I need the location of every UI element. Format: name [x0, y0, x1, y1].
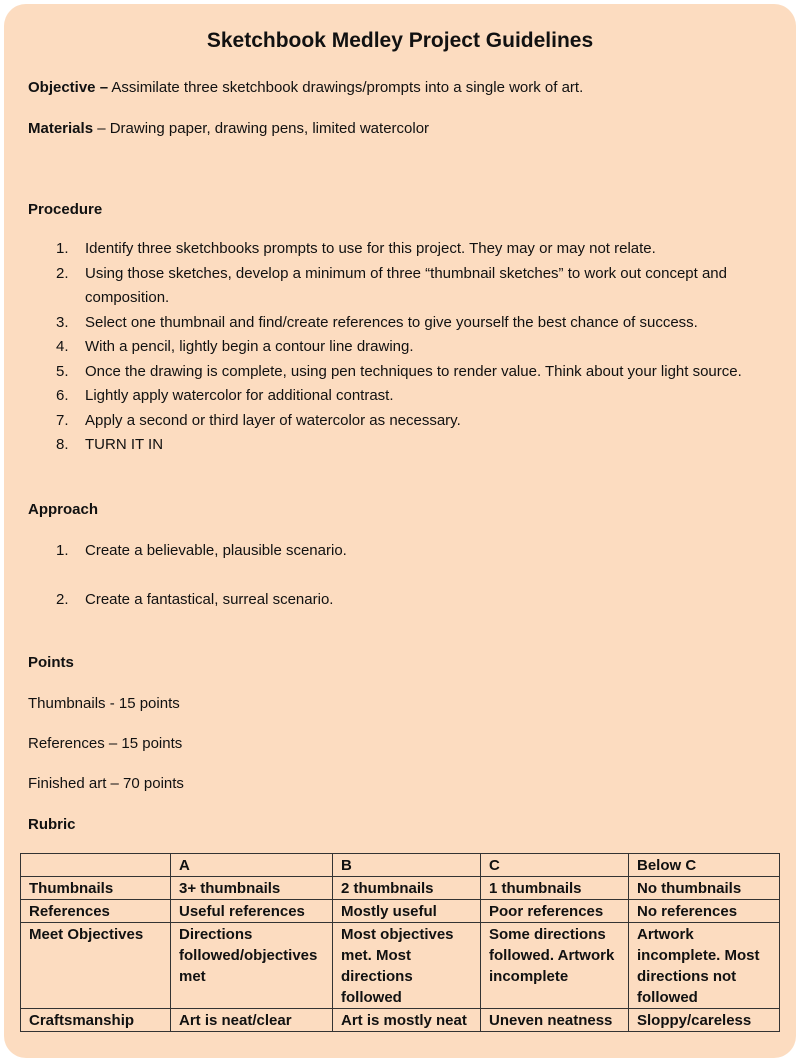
- table-cell: Artwork incomplete. Most directions not followed: [629, 923, 780, 1009]
- list-number: 2.: [56, 264, 69, 282]
- points-line-finished-art: Finished art – 70 points: [28, 775, 184, 792]
- list-number: 4.: [56, 338, 69, 355]
- page-title: Sketchbook Medley Project Guidelines: [206, 29, 594, 52]
- list-number: 3.: [56, 313, 69, 331]
- table-cell: Poor references: [481, 900, 629, 923]
- header-cell: [21, 854, 171, 877]
- header-cell: B: [333, 854, 481, 877]
- procedure-heading: Procedure: [28, 201, 103, 218]
- materials-line: [28, 120, 429, 137]
- materials-text: – Drawing paper, drawing pens, limited watercolor: [93, 120, 430, 137]
- points-line-thumbnails: Thumbnails - 15 points: [28, 695, 180, 712]
- header-cell: A: [171, 854, 333, 877]
- objective-label: Objective –: [28, 79, 109, 96]
- list-number: 7.: [56, 411, 69, 429]
- table-cell: 2 thumbnails: [333, 877, 481, 900]
- list-number: 5.: [56, 362, 69, 380]
- list-text: Once the drawing is complete, using pen techniques to render value. Think about your light source.: [85, 362, 742, 380]
- objective-line: [28, 79, 583, 96]
- list-item: [56, 384, 746, 409]
- list-item: [56, 335, 746, 360]
- header-cell: C: [481, 854, 629, 877]
- objective-text: Assimilate three sketchbook drawings/prompts into a single work of art.: [108, 79, 584, 96]
- procedure-list: [56, 237, 746, 458]
- table-cell: Art is mostly neat: [333, 1009, 481, 1032]
- table-row: [21, 1009, 780, 1032]
- table-cell: Some directions followed. Artwork incomplete: [481, 923, 629, 1009]
- table-cell: Mostly useful: [333, 900, 481, 923]
- list-text: Apply a second or third layer of watercolor as necessary.: [85, 411, 461, 429]
- points-line-references: References – 15 points: [28, 735, 183, 752]
- list-item: [56, 433, 746, 458]
- list-number: 1.: [56, 542, 69, 559]
- table-cell: No thumbnails: [629, 877, 780, 900]
- list-text: Lightly apply watercolor for additional contrast.: [85, 387, 394, 404]
- list-number: 6.: [56, 387, 69, 404]
- list-text: With a pencil, lightly begin a contour line drawing.: [85, 338, 414, 355]
- list-item: [56, 237, 746, 262]
- approach-list: [56, 539, 746, 564]
- list-number: 2.: [56, 591, 69, 608]
- list-text: Select one thumbnail and find/create references to give yourself the best chance of success.: [85, 313, 698, 331]
- table-cell: 3+ thumbnails: [171, 877, 333, 900]
- table-cell: Uneven neatness: [481, 1009, 629, 1032]
- table-cell: Craftsmanship: [21, 1009, 171, 1032]
- table-row: [21, 923, 780, 1009]
- list-number: 8.: [56, 436, 69, 453]
- approach-heading: Approach: [28, 501, 99, 518]
- list-item: [56, 588, 746, 613]
- rubric-heading: Rubric: [28, 816, 76, 833]
- header-cell: Below C: [629, 854, 780, 877]
- table-cell: Sloppy/careless: [629, 1009, 780, 1032]
- table-cell: Thumbnails: [21, 877, 171, 900]
- list-item: [56, 262, 746, 311]
- table-cell: 1 thumbnails: [481, 877, 629, 900]
- table-cell: Useful references: [171, 900, 333, 923]
- list-item: [56, 409, 746, 434]
- list-text: Using those sketches, develop a minimum of three “thumbnail sketches” to work out concept and composition.: [85, 264, 727, 306]
- list-number: 1.: [56, 240, 69, 257]
- table-header-row: [21, 854, 780, 877]
- table-cell: Meet Objectives: [21, 923, 171, 1009]
- list-item: [56, 360, 746, 385]
- table-cell: Art is neat/clear: [171, 1009, 333, 1032]
- materials-label: Materials: [28, 120, 94, 137]
- list-text: Create a believable, plausible scenario.: [85, 542, 347, 559]
- list-item: [56, 311, 746, 336]
- table-cell: No references: [629, 900, 780, 923]
- list-text: Create a fantastical, surreal scenario.: [85, 591, 334, 608]
- list-item: [56, 539, 746, 564]
- points-heading: Points: [28, 654, 74, 671]
- list-text: Identify three sketchbooks prompts to use for this project. They may or may not relate.: [85, 240, 656, 257]
- approach-list-continued: [56, 588, 746, 613]
- table-cell: References: [21, 900, 171, 923]
- table-cell: Most objectives met. Most directions followed: [333, 923, 481, 1009]
- table-row: [21, 877, 780, 900]
- list-text: TURN IT IN: [85, 436, 164, 453]
- table-cell: Directions followed/objectives met: [171, 923, 333, 1009]
- table-row: [21, 900, 780, 923]
- rubric-table: [20, 853, 780, 1032]
